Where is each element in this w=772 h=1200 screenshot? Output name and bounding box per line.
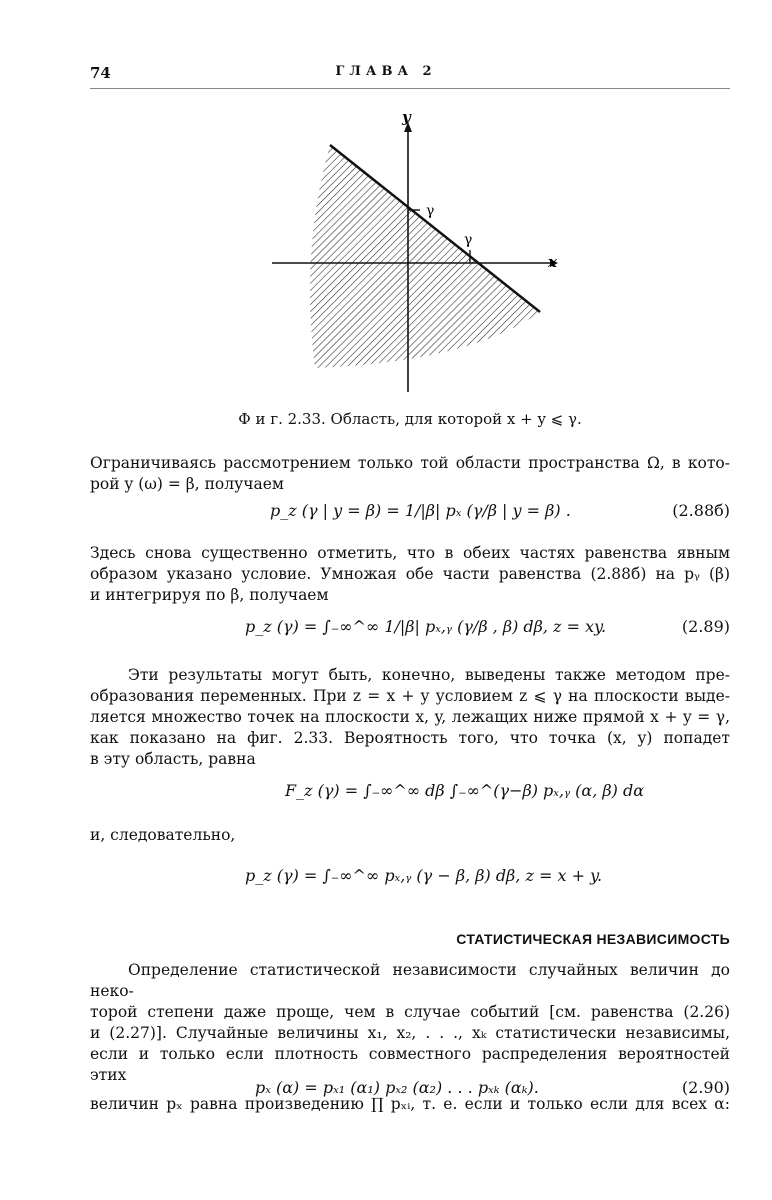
shaded-region xyxy=(310,145,540,368)
equation-fz xyxy=(90,775,730,809)
paragraph-3 xyxy=(90,665,730,770)
figure-region-plot xyxy=(260,100,580,400)
figure-caption: Ф и г. 2.33. Область, для которой x + y ⩽ γ. xyxy=(238,410,582,428)
chapter-title: ГЛАВА 2 xyxy=(335,64,437,79)
x-intercept-label: γ xyxy=(464,232,473,248)
text-line: Здесь снова существенно отметить, что в обеих частях равенства явным xyxy=(90,544,730,562)
equation-number: (2.90) xyxy=(681,1078,730,1097)
paragraph-4 xyxy=(90,825,730,846)
text-line: если и только если плотность совместного распределения вероятностей этих xyxy=(90,1045,730,1084)
section-heading: СТАТИСТИЧЕСКАЯ НЕЗАВИСИМОСТЬ xyxy=(456,931,730,947)
text-line: образования переменных. При z = x + y условием z ⩽ γ на плоскости выде- xyxy=(90,687,730,705)
paragraph-1 xyxy=(90,453,730,495)
text-line: в эту область, равна xyxy=(90,750,256,768)
equation-number: (2.89) xyxy=(681,617,730,636)
text-line: ляется множество точек на плоскости x, y, лежащих ниже прямой x + y = γ, xyxy=(90,708,730,726)
text-line: образом указано условие. Умножая обе части равенства (2.88б) на pᵧ (β) xyxy=(90,565,730,583)
text-line: и (2.27)]. Случайные величины x₁, x₂, . . ., xₖ статистически независимы, xyxy=(90,1024,730,1042)
equation-2-90 xyxy=(90,1072,730,1106)
text-line: как показано на фиг. 2.33. Вероятность того, что точка (x, y) попадет xyxy=(90,729,730,747)
text-line: Эти результаты могут быть, конечно, выведены также методом пре- xyxy=(128,666,730,684)
equation-body: p_z (γ) = ∫₋∞^∞ pₓ,ᵧ (γ − β, β) dβ, z = x + y. xyxy=(245,866,603,885)
equation-body: p_z (γ | y = β) = 1/|β| pₓ (γ/β | y = β) . xyxy=(270,501,571,520)
text-line: Определение статистической независимости случайных величин до неко- xyxy=(90,961,730,1000)
text-line: и, следовательно, xyxy=(90,826,236,844)
equation-body: pₓ (α) = pₓ₁ (α₁) pₓ₂ (α₂) . . . pₓₖ (αₖ). xyxy=(255,1078,539,1097)
x-axis-label: x xyxy=(548,253,557,271)
page-number: 74 xyxy=(90,64,111,82)
y-axis-label: y xyxy=(402,108,411,126)
equation-2-88b xyxy=(90,495,730,529)
equation-pz xyxy=(90,860,730,894)
equation-2-89 xyxy=(90,611,730,645)
header-rule xyxy=(90,88,730,89)
equation-body: p_z (γ) = ∫₋∞^∞ 1/|β| pₓ,ᵧ (γ/β , β) dβ, z = xy. xyxy=(245,617,607,636)
y-intercept-label: γ xyxy=(426,203,435,219)
text-line: Ограничиваясь рассмотрением только той области пространства Ω, в кото- xyxy=(90,454,730,472)
text-line: торой степени даже проще, чем в случае событий [см. равенства (2.26) xyxy=(90,1003,730,1021)
equation-body: F_z (γ) = ∫₋∞^∞ dβ ∫₋∞^(γ−β) pₓ,ᵧ (α, β) dα xyxy=(285,781,645,800)
text-line: и интегрируя по β, получаем xyxy=(90,586,329,604)
paragraph-2 xyxy=(90,543,730,606)
text-line: величин pₓ равна произведению ∏ pₓᵢ, т. е. если и только если для всех α: xyxy=(90,1095,730,1113)
equation-number: (2.88б) xyxy=(672,501,730,520)
text-line: рой y (ω) = β, получаем xyxy=(90,475,284,493)
